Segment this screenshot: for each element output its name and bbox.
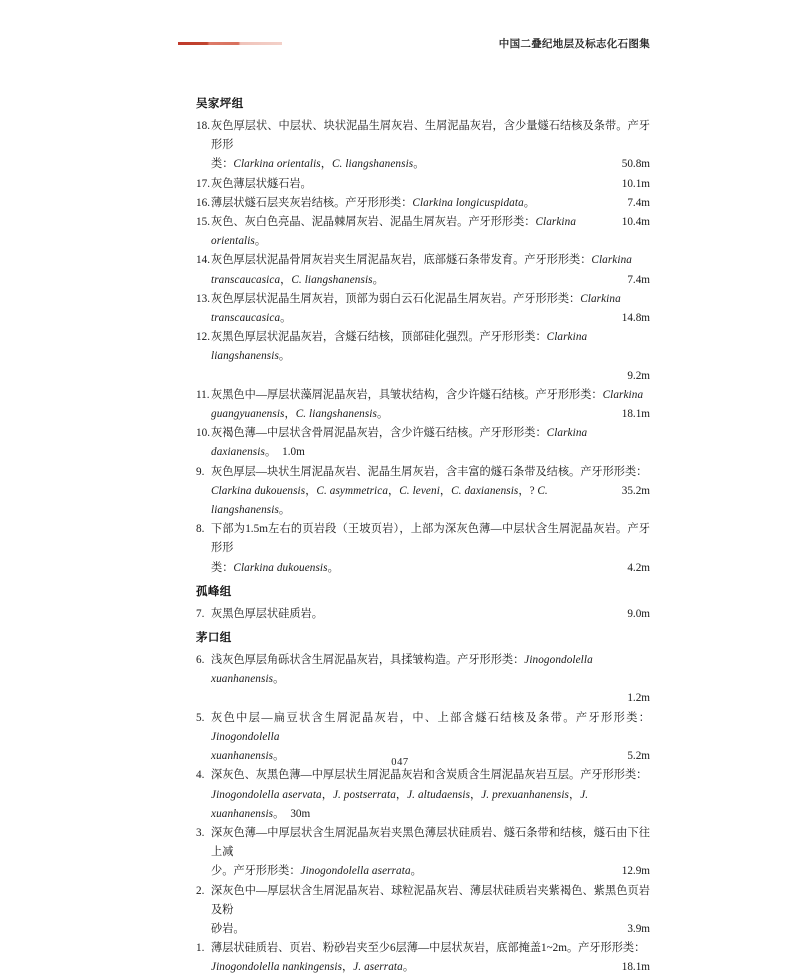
bed-thickness: 10.1m	[621, 177, 650, 190]
bed-description-line: 深灰色中—厚层状含生屑泥晶灰岩、球粒泥晶灰岩、薄层状硅质岩夹紫褐色、紫黑色页岩及粉	[211, 884, 650, 916]
bed-thickness: 1.0m	[282, 446, 305, 459]
bed-thickness: 14.8m	[621, 312, 650, 325]
bed-entry	[196, 605, 650, 624]
stratigraphic-section-list	[196, 90, 650, 978]
bed-number: 18.	[196, 120, 210, 132]
bed-thickness: 4.2m	[627, 561, 650, 574]
bed-number: 8.	[196, 523, 205, 536]
bed-description-line: 下部为1.5m左右的页岩段（王坡页岩），上部为深灰色薄—中层状含生屑泥晶灰岩。产牙形形	[211, 523, 650, 555]
bed-thickness: 18.1m	[621, 961, 650, 974]
page-header	[178, 36, 650, 58]
bed-number: 6.	[196, 654, 205, 667]
header-decorative-rule	[178, 42, 282, 45]
bed-description-line: 5.2m xuanhanensis。	[196, 747, 650, 766]
bed-description-line: 浅灰色厚层角砾状含生屑泥晶灰岩，具揉皱构造。产牙形形类：Jinogondolella xuanhanensis。	[211, 654, 593, 686]
bed-entry	[196, 251, 650, 289]
bed-description-line: 灰褐色薄—中层状含骨屑泥晶灰岩，含少许燧石结核。产牙形形类：Clarkina daxianensis。 1.0m	[211, 427, 588, 459]
bed-number: 9.	[196, 465, 205, 478]
bed-number: 3.	[196, 826, 205, 839]
bed-thickness: 35.2m	[621, 484, 650, 497]
bed-number: 15.	[196, 216, 210, 229]
formation-heading: 茅口组	[196, 632, 232, 645]
bed-thickness: 30m	[290, 807, 311, 820]
bed-thickness: 12.9m	[621, 865, 650, 878]
bed-description-line: 18.1m guangyuanensis，C. liangshanensis。	[196, 405, 650, 424]
formation-heading: 孤峰组	[196, 585, 232, 598]
bed-entry	[196, 766, 650, 824]
bed-thickness: 9.0m	[627, 607, 650, 620]
bed-description-line: 深灰色、灰黑色薄—中厚层状生屑泥晶灰岩和含炭质含生屑泥晶灰岩互层。产牙形形类：	[211, 769, 648, 782]
bed-description-line: 35.2m Clarkina dukouensis，C. asymmetrica，C. leveni，C. daxianensis，? C. liangshanensis。	[196, 482, 650, 520]
bed-description-line: 12.9m 少。产牙形形类：Jinogondolella aserrata。	[196, 862, 650, 881]
bed-thickness: 3.9m	[627, 922, 650, 935]
bed-description-line: 灰色厚层状泥晶骨屑灰岩夹生屑泥晶灰岩，底部燧石条带发育。产牙形形类：Clarkina	[211, 254, 632, 267]
bed-description-line: 灰黑色厚层状泥晶灰岩，含燧石结核，顶部硅化强烈。产牙形形类：Clarkina liangshanensis。	[211, 331, 588, 363]
bed-thickness: 10.4m	[621, 216, 650, 229]
bed-description-line: 9.0m 灰黑色厚层状硅质岩。	[196, 605, 650, 624]
bed-description-line: 灰色中层—扁豆状含生屑泥晶灰岩，中、上部含燧石结核及条带。产牙形形类：Jinogondolella	[211, 711, 650, 743]
bed-entry	[196, 824, 650, 882]
bed-entry	[196, 651, 650, 709]
running-title: 中国二叠纪地层及标志化石图集	[498, 39, 650, 50]
bed-thickness: 5.2m	[627, 750, 650, 763]
bed-entry	[196, 882, 650, 940]
bed-entry	[196, 194, 650, 213]
bed-description-line: 7.4m transcaucasica，C. liangshanensis。	[196, 271, 650, 290]
bed-entry	[196, 520, 650, 578]
bed-description-line: 7.4m 薄层状燧石层夹灰岩结核。产牙形形类：Clarkina longicuspidata。	[196, 194, 650, 213]
bed-description-line: 3.9m 砂岩。	[196, 920, 650, 939]
bed-thickness: 1.2m	[627, 692, 650, 705]
page-number: 047	[391, 757, 409, 768]
bed-description-line: 14.8m transcaucasica。	[196, 309, 650, 328]
bed-number: 5.	[196, 711, 205, 724]
bed-entry	[196, 175, 650, 194]
bed-thickness: 7.4m	[627, 273, 650, 286]
bed-number: 2.	[196, 884, 205, 897]
bed-entry	[196, 463, 650, 521]
bed-description-line: 4.2m 类：Clarkina dukouensis。	[196, 559, 650, 578]
bed-number: 17.	[196, 177, 210, 190]
bed-thickness: 7.4m	[627, 196, 650, 209]
bed-number: 4.	[196, 769, 205, 782]
bed-entry	[196, 117, 650, 175]
bed-thickness: 50.8m	[621, 158, 650, 171]
bed-thickness: 9.2m	[627, 369, 650, 382]
bed-description-line: 灰黑色中—厚层状藻屑泥晶灰岩，具皱状结构，含少许燧石结核。产牙形形类：Clarkina	[211, 388, 644, 401]
bed-number: 14.	[196, 254, 210, 267]
bed-description-line: 灰色厚层—块状生屑泥晶灰岩、泥晶生屑灰岩，含丰富的燧石条带及结核。产牙形形类：	[211, 465, 648, 478]
bed-number: 16.	[196, 196, 210, 209]
bed-entry	[196, 386, 650, 424]
bed-description-line: 18.1m Jinogondolella nankingensis，J. aserrata。	[196, 958, 650, 977]
bed-description-line: 50.8m 类：Clarkina orientalis，C. liangshanensis。	[196, 155, 650, 174]
bed-number: 7.	[196, 607, 205, 620]
bed-thickness: 18.1m	[621, 408, 650, 421]
bed-entry	[196, 939, 650, 977]
bed-description-line: 灰色厚层状、中层状、块状泥晶生屑灰岩、生屑泥晶灰岩，含少量燧石结核及条带。产牙形形	[211, 120, 650, 152]
bed-description-line: 薄层状硅质岩、页岩、粉砂岩夹至少6层薄—中层状灰岩，底部掩盖1~2m。产牙形形类：	[211, 942, 646, 955]
bed-number: 12.	[196, 331, 210, 344]
bed-number: 11.	[196, 388, 210, 401]
bed-number: 1.	[196, 942, 205, 955]
formation-heading: 吴家坪组	[196, 98, 244, 110]
bed-description-line: 10.1m 灰色薄层状燧石岩。	[196, 175, 650, 194]
bed-description-line: 深灰色薄—中厚层状含生屑泥晶灰岩夹黑色薄层状硅质岩、燧石条带和结核，燧石由下往上减	[211, 826, 650, 859]
bed-number: 10.	[196, 427, 210, 440]
bed-entry	[196, 424, 650, 462]
bed-entry	[196, 213, 650, 251]
bed-description-line: 灰色厚层状泥晶生屑灰岩，顶部为弱白云石化泥晶生屑灰岩。产牙形形类：Clarkina	[211, 292, 621, 305]
bed-entry	[196, 328, 650, 386]
bed-description-line: Jinogondolella aservata，J. postserrata，J. altudaensis，J. prexuanhanensis，J. xuanhanensis。 30m	[211, 788, 589, 820]
bed-description-line: 10.4m 灰色、灰白色亮晶、泥晶棘屑灰岩、泥晶生屑灰岩。产牙形形类：Clarkina orientalis。	[196, 213, 650, 251]
bed-entry	[196, 290, 650, 328]
bed-number: 13.	[196, 292, 210, 305]
